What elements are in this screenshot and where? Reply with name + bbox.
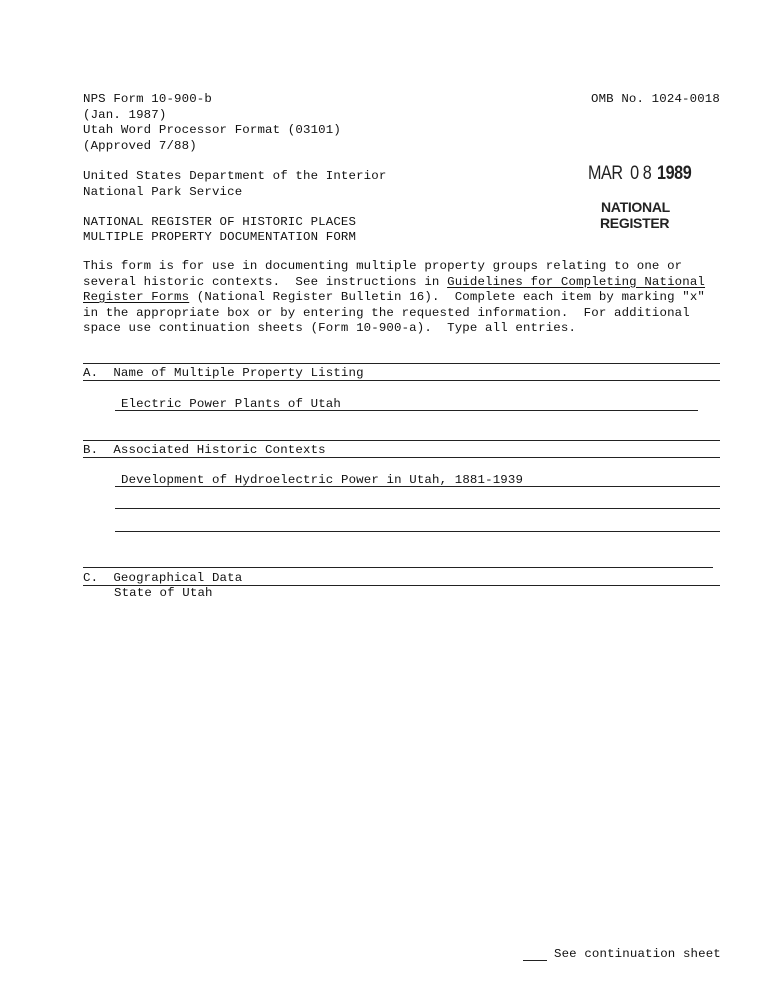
stamp-register: REGISTER [600,215,670,231]
instructions-line2: several historic contexts. See instructions in Guidelines for Completing National [83,274,706,289]
omb-number: OMB No. 1024-0018 [591,92,720,106]
section-b-value-rule [115,486,720,487]
received-date-stamp [588,163,691,185]
continuation-checkbox-line[interactable] [523,960,547,961]
section-a-value-rule [115,410,698,411]
section-b-label-rule [83,457,720,458]
continuation-sheet-label: See continuation sheet [554,947,721,961]
section-a-top-rule [83,363,720,364]
agency-service: National Park Service [83,184,243,199]
agency-department: United States Department of the Interior [83,169,387,183]
section-a-label-rule [83,380,720,381]
section-b-label: B. Associated Historic Contexts [83,443,326,457]
stamp-national: NATIONAL [601,199,670,215]
section-b-value: Development of Hydroelectric Power in Utah, 1881-1939 [121,473,524,487]
instructions-line1: This form is for use in documenting multiple property groups relating to one or [83,259,683,273]
form-format: Utah Word Processor Format (03101) [83,123,341,137]
register-forms-link: Register Forms [83,290,190,304]
form-title-line1: NATIONAL REGISTER OF HISTORIC PLACES [83,214,357,229]
form-number: NPS Form 10-900-b [83,92,212,106]
stamp-day: 0 8 [630,163,652,184]
stamp-year: 1989 [657,163,692,184]
form-date: (Jan. 1987) [83,107,167,122]
form-approval: (Approved 7/88) [83,138,197,153]
instructions-line3: Register Forms (National Register Bulletin 16). Complete each item by marking "x" [83,290,706,304]
section-a-value: Electric Power Plants of Utah [121,397,341,411]
instructions-line5: space use continuation sheets (Form 10-900-a). Type all entries. [83,321,577,335]
section-c-label: C. Geographical Data [83,571,243,585]
section-b-top-rule [83,440,720,441]
section-b-blank-rule-1 [115,508,720,509]
form-title-line2: MULTIPLE PROPERTY DOCUMENTATION FORM [83,230,357,244]
instructions-line4: in the appropriate box or by entering the requested information. For additional [83,305,690,320]
section-c-value: State of Utah [114,586,213,600]
section-b-blank-rule-2 [115,531,720,532]
stamp-month: MAR [588,163,623,184]
section-a-label: A. Name of Multiple Property Listing [83,366,364,380]
guidelines-link: Guidelines for Completing National [447,274,706,289]
section-c-top-rule [83,567,713,568]
